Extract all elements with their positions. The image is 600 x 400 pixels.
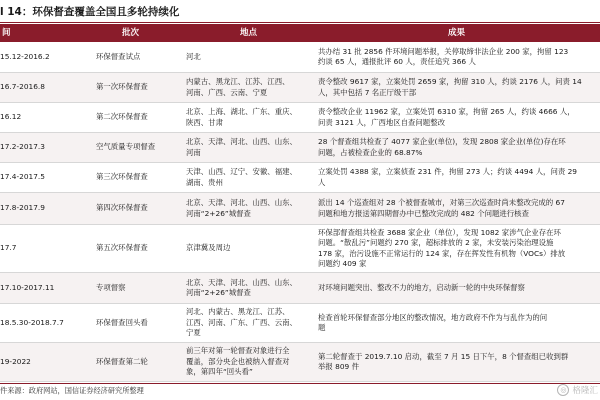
cell-place: 北京、天津、河北、山西、山东、 河南 <box>186 137 297 157</box>
table-row <box>0 273 600 304</box>
cell-time: 17.8-2017.9 <box>0 203 45 213</box>
cell-batch: 空气质量专项督查 <box>96 142 156 152</box>
table-row <box>0 343 600 382</box>
cell-result: 责令整改企业 11962 家，立案处罚 6310 家，拘留 265 人，约谈 4666 人， 问责 3121 人，广西地区自查问题整改 <box>318 107 575 127</box>
cell-result: 28 个督查组共检查了 4077 家企业(单位)，发现 2808 家企业(单位)存在环 问题，占被检查企业的 68.87% <box>318 137 566 157</box>
table-row <box>0 304 600 343</box>
cell-batch: 环保督查试点 <box>96 51 141 61</box>
cell-place: 河北、内蒙古、黑龙江、江苏、 江西、河南、广东、广西、云南、 宁夏 <box>186 307 297 338</box>
cell-batch: 第三次环保督查 <box>96 172 148 182</box>
cell-place: 内蒙古、黑龙江、江苏、江西、 河南、广西、云南、宁夏 <box>186 77 290 97</box>
cell-place: 天津、山西、辽宁、安徽、福建、 湖南、贵州 <box>186 167 297 187</box>
table-row <box>0 133 600 163</box>
cell-result: 环保部督查组共检查 3688 家企业（单位），发现 1082 家涉气企业存在环 问题。“散乱污”问题约 270 家，超标排放的 2 家，未安装污染治理设施 178 家，治污设施不正常运行的 124 家，存在挥发性有机物（VOCs）排放 问题约 409 家 <box>318 227 566 268</box>
header-batch: 批次 <box>122 28 140 38</box>
cell-place: 前三年对第一轮督查对象进行全 覆盖，部分央企也被纳入督查对 象，第四年“回头看” <box>186 346 290 377</box>
header-place: 地点 <box>240 28 258 38</box>
cell-place: 京津冀及周边 <box>186 243 231 253</box>
table-body <box>0 42 600 382</box>
cell-place: 北京、上海、湖北、广东、重庆、 陕西、甘肃 <box>186 107 297 127</box>
cell-time: 19-2022 <box>0 356 31 366</box>
table-row <box>0 103 600 133</box>
cell-result: 立案处罚 4388 家，立案侦查 231 件，拘留 273 人；约谈 4494 人，问责 29 人 <box>318 167 577 187</box>
cell-result: 第二轮督查于 2019.7.10 启动，截至 7 月 15 日下午，8 个督查组已收到群 举报 809 件 <box>318 351 569 371</box>
cell-batch: 第四次环保督查 <box>96 203 148 213</box>
cell-batch: 环保督查第二轮 <box>96 356 148 366</box>
cell-result: 共办结 31 批 2856 件环境问题举报，关停取缔非法企业 200 家，拘留 123 约谈 65 人，通报批评 60 人，责任追究 366 人 <box>318 46 569 66</box>
cell-batch: 第一次环保督查 <box>96 82 148 92</box>
cell-time: 17.10-2017.11 <box>0 282 55 292</box>
watermark-logo-icon: ◎ <box>557 384 569 396</box>
table-row <box>0 225 600 273</box>
cell-time: 16.12 <box>0 112 22 122</box>
cell-result: 检查首轮环保督查部分地区的整改情况，地方政府不作为与乱作为的问 题 <box>318 312 548 332</box>
watermark <box>557 384 598 396</box>
table-row <box>0 42 600 73</box>
cell-place: 北京、天津、河北、山西、山东、 河南“2+26”城督查 <box>186 198 297 218</box>
cell-result: 派出 14 个巡查组对 28 个被督查城市，对第三次巡查时尚未整改完成的 67 问题和地方报送第四期督办中已整改完成的 482 个问题进行核查 <box>318 198 565 218</box>
cell-batch: 专项督察 <box>96 282 126 292</box>
table-header <box>0 24 600 42</box>
cell-time: 17.2-2017.3 <box>0 142 45 152</box>
table-title: l 14：环保督查覆盖全国且多轮持续化 <box>0 6 180 18</box>
table-row <box>0 193 600 225</box>
cell-time: 16.7-2016.8 <box>0 82 45 92</box>
cell-batch: 环保督查回头看 <box>96 317 148 327</box>
title-divider <box>0 22 600 23</box>
cell-result: 责令整改 9617 家，立案处罚 2659 家，拘留 310 人，约谈 2176 人，问责 14 人，其中包括 7 名正厅级干部 <box>318 77 582 97</box>
cell-place: 北京、天津、河北、山西、山东、 河南“2+26”城督查 <box>186 277 297 297</box>
cell-time: 17.4-2017.5 <box>0 172 45 182</box>
cell-batch: 第五次环保督查 <box>96 243 148 253</box>
watermark-text: 格隆汇 <box>572 386 598 396</box>
cell-batch: 第二次环保督查 <box>96 112 148 122</box>
cell-place: 河北 <box>186 51 201 61</box>
cell-result: 对环境问题突出、整改不力的地方，启动新一轮的中央环保督察 <box>318 282 525 292</box>
header-time: 间 <box>2 28 11 38</box>
cell-time: 15.12-2016.2 <box>0 51 50 61</box>
table-row <box>0 73 600 103</box>
source-note: 件来源：政府网站，国信证券经济研究所整理 <box>0 386 144 395</box>
cell-time: 18.5.30-2018.7.7 <box>0 317 64 327</box>
footer-divider <box>0 383 600 384</box>
header-result: 成果 <box>448 28 466 38</box>
cell-time: 17.7 <box>0 243 17 253</box>
table-row <box>0 163 600 193</box>
